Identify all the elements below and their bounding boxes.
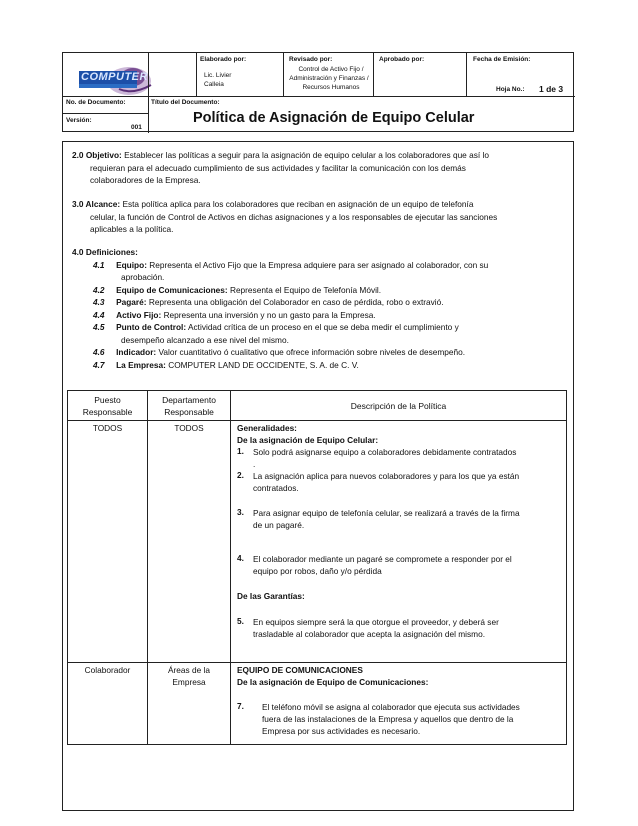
asignacion-subheading: De la asignación de Equipo Celular: bbox=[237, 435, 379, 445]
alcance-line1: 3.0 Alcance: Esta política aplica para los colaboradores que reciban en asignación de un equipo de telefonía bbox=[72, 199, 474, 209]
p4-line1: El colaborador mediante un pagaré se compromete a responder por el bbox=[253, 554, 512, 564]
p5-line2: trasladable al colaborador que acepta la asignación del mismo. bbox=[253, 629, 485, 639]
titulo-label: Título del Documento: bbox=[151, 99, 220, 106]
definition-item: 4.3 Pagaré: Representa una obligación del Colaborador en caso de pérdida, robo o extravió. bbox=[93, 297, 444, 307]
p1-line2: . bbox=[253, 459, 256, 469]
p3-line2: de un pagaré. bbox=[253, 520, 305, 530]
document-body bbox=[62, 141, 574, 811]
row2-departamento: Áreas de la Empresa bbox=[168, 665, 210, 687]
elaborado-value: Lic. Livier Calleia bbox=[204, 72, 232, 88]
definition-item-cont: desempeño alcanzado a ese nivel del mismo. bbox=[121, 334, 289, 345]
objetivo-line2: requieran para el adecuado cumplimiento de sus actividades y facilitar la comunicación con los demás bbox=[90, 162, 466, 173]
p7-number: 7. bbox=[237, 701, 244, 711]
p7-line2: fuera de las instalaciones de la Empresa y aquellos que dentro de la bbox=[262, 714, 514, 724]
definition-item: 4.6 Indicador: Valor cuantitativo ó cualitativo que ofrece información sobre niveles de desempeño. bbox=[93, 347, 466, 357]
definition-item: 4.4 Activo Fijo: Representa una inversión y no un gasto para la Empresa. bbox=[93, 309, 376, 320]
p5-line1: En equipos siempre será la que otorgue el proveedor, y deberá ser bbox=[253, 617, 499, 627]
revisado-line3: Recursos Humanos bbox=[302, 84, 360, 91]
hoja-label: Hoja No.: bbox=[496, 86, 525, 93]
p1-number: 1. bbox=[237, 446, 244, 456]
version-label: Versión: bbox=[66, 117, 92, 124]
p2-number: 2. bbox=[237, 470, 244, 480]
alcance-line3: aplicables a la política. bbox=[90, 224, 174, 234]
definiciones-heading: 4.0 Definiciones: bbox=[72, 247, 138, 257]
p1-line1: Solo podrá asignarse equipo a colaboradores debidamente contratados bbox=[253, 447, 517, 457]
row1-departamento: TODOS bbox=[174, 423, 204, 433]
p3-number: 3. bbox=[237, 507, 244, 517]
row2-puesto: Colaborador bbox=[84, 665, 131, 675]
definition-item: 4.7 La Empresa: COMPUTER LAND DE OCCIDENTE, S. A. de C. V. bbox=[93, 359, 359, 370]
p2-line2: contratados. bbox=[253, 483, 299, 493]
p4-number: 4. bbox=[237, 553, 244, 563]
definition-item: 4.2 Equipo de Comunicaciones: Representa el Equipo de Telefonía Móvil. bbox=[93, 284, 382, 295]
revisado-line2: Administración y Finanzas / bbox=[289, 75, 369, 82]
alcance-label: 3.0 Alcance: bbox=[72, 199, 121, 209]
definition-item-cont: aprobación. bbox=[121, 272, 165, 282]
objetivo-line3: colaboradores de la Empresa. bbox=[90, 175, 201, 185]
objetivo-label: 2.0 Objetivo: bbox=[72, 150, 122, 160]
logo-text: COMPUTER bbox=[81, 71, 148, 83]
definition-item: 4.5 Punto de Control: Actividad crítica de un proceso en el que se deba medir el cumplimiento y bbox=[93, 322, 459, 332]
document-header bbox=[62, 52, 574, 132]
elaborado-label: Elaborado por: bbox=[200, 56, 247, 63]
header-puesto: Puesto Responsable bbox=[82, 395, 133, 417]
generalidades-heading: Generalidades: bbox=[237, 423, 297, 433]
garantias-heading: De las Garantías: bbox=[237, 591, 305, 601]
header-descripcion: Descripción de la Política bbox=[350, 401, 447, 411]
alcance-line2: celular, la función de Control de Activos en dichas asignaciones y a los responsables de ejecutar las sanciones bbox=[90, 211, 498, 222]
p4-line2: equipo por robos, daño y/o pérdida bbox=[253, 566, 382, 576]
policy-table bbox=[67, 390, 567, 745]
definition-item: 4.1 Equipo: Representa el Activo Fijo que la Empresa adquiere para ser asignado al colaborador, con su bbox=[93, 259, 489, 270]
hoja-value: 1 de 3 bbox=[539, 84, 564, 94]
p2-line1: La asignación aplica para nuevos colaboradores y para los que ya están bbox=[253, 471, 520, 481]
p3-line1: Para asignar equipo de telefonía celular, se realizará a través de la firma bbox=[253, 508, 520, 518]
revisado-label: Revisado por: bbox=[289, 56, 333, 63]
doc-no-label: No. de Documento: bbox=[66, 99, 126, 106]
revisado-line1: Control de Activo Fijo / bbox=[298, 66, 364, 73]
fecha-label: Fecha de Emisión: bbox=[473, 56, 531, 63]
version-value: 001 bbox=[131, 124, 142, 131]
comunicaciones-heading: EQUIPO DE COMUNICACIONES bbox=[237, 665, 363, 675]
row1-puesto: TODOS bbox=[92, 423, 123, 433]
page-title: Política de Asignación de Equipo Celular bbox=[193, 110, 475, 126]
p7-line1: El teléfono móvil se asigna al colaborador que ejecuta sus actividades bbox=[262, 702, 520, 712]
objetivo-line1: 2.0 Objetivo: Establecer las políticas a seguir para la asignación de equipo celular a los colaboradores que así lo bbox=[72, 150, 489, 160]
p5-number: 5. bbox=[237, 616, 244, 626]
p7-line3: Empresa por sus actividades es necesario. bbox=[262, 726, 421, 736]
header-departamento: Departamento Responsable bbox=[162, 395, 216, 417]
aprobado-label: Aprobado por: bbox=[379, 56, 425, 63]
comunicaciones-subheading: De la asignación de Equipo de Comunicaciones: bbox=[237, 677, 429, 687]
